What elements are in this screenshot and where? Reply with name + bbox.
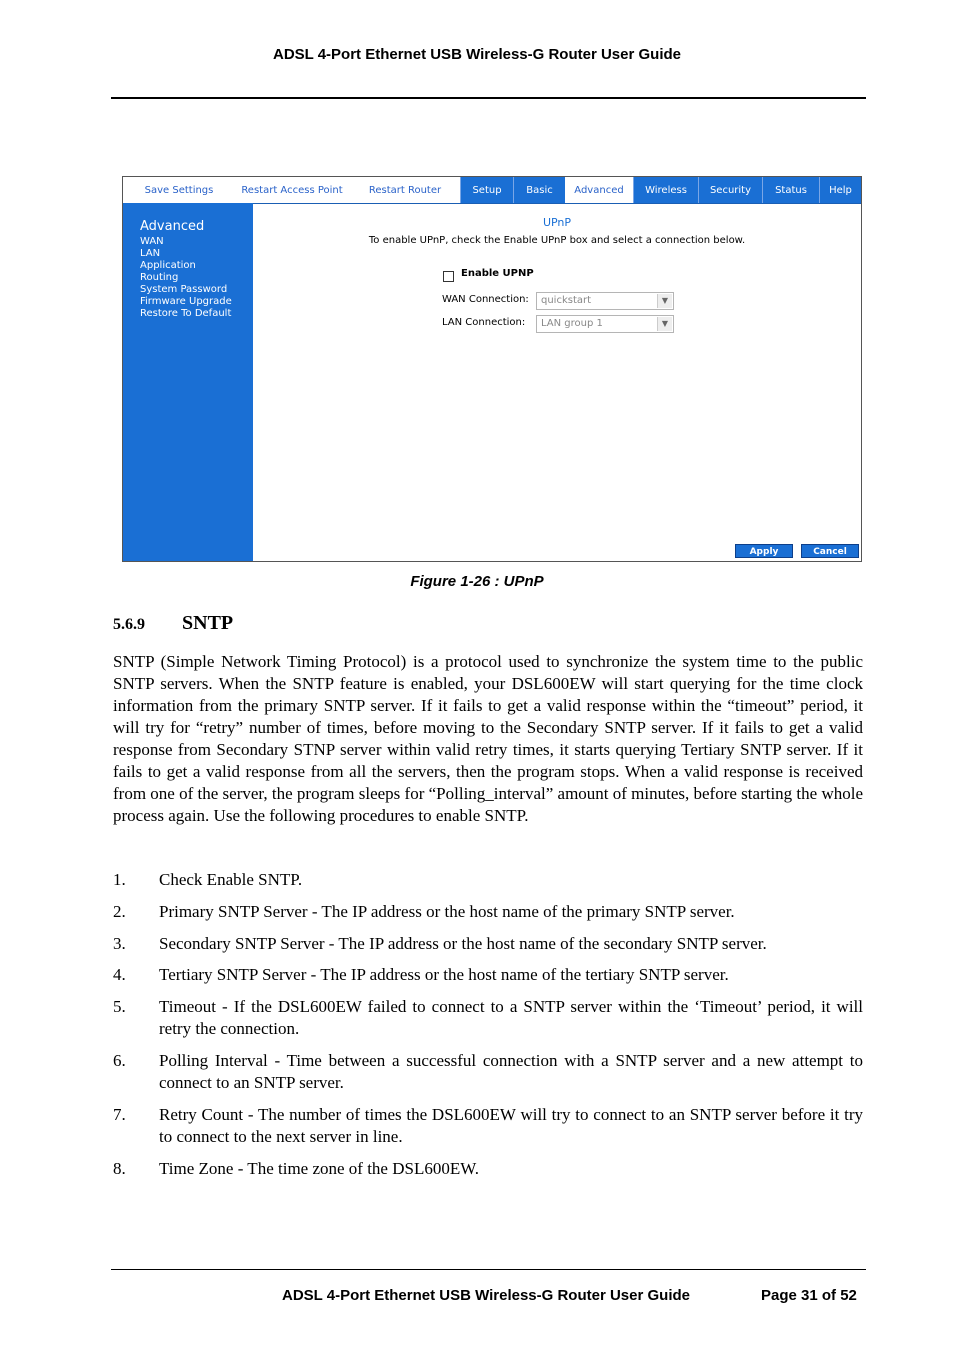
list-item-number: 7. <box>113 1105 126 1124</box>
sidebar-item-routing[interactable]: Routing <box>140 272 179 283</box>
tab-status[interactable]: Status <box>762 177 819 203</box>
list-item-text: Timeout - If the DSL600EW failed to connect to a SNTP server within the ‘Timeout’ period, it will retry the connection. <box>159 997 863 1038</box>
list-item-number: 1. <box>113 870 126 889</box>
top-nav <box>123 177 861 204</box>
list-item-number: 3. <box>113 934 126 953</box>
list-item-text: Check Enable SNTP. <box>159 870 303 889</box>
upnp-screenshot <box>122 176 862 562</box>
nav-restart-router[interactable]: Restart Router <box>355 177 455 203</box>
chevron-down-icon: ▼ <box>657 317 672 331</box>
list-item-text: Tertiary SNTP Server - The IP address or the host name of the tertiary SNTP server. <box>159 965 729 984</box>
enable-upnp-checkbox[interactable] <box>443 271 454 282</box>
wan-connection-label: WAN Connection: <box>442 294 529 305</box>
tab-security[interactable]: Security <box>698 177 762 203</box>
lan-connection-select[interactable] <box>536 315 674 333</box>
main-panel <box>253 203 861 561</box>
header-rule <box>111 97 866 99</box>
chevron-down-icon: ▼ <box>657 294 672 308</box>
list-item-number: 8. <box>113 1159 126 1178</box>
wan-connection-select[interactable] <box>536 292 674 310</box>
lan-connection-label: LAN Connection: <box>442 317 526 328</box>
sntp-paragraph: SNTP (Simple Network Timing Protocol) is a protocol used to synchronize the system time to the public SNTP servers. When the SNTP feature is enabled, your DSL600EW will start querying for the time clock information from the primary SNTP server. If it fails to get a valid response within the “timeout” period, it will try for “retry” number of times, before moving to the Secondary SNTP server. If it fails to get a valid response from Secondary STNP server within valid retry times, it starts querying Tertiary SNTP server. If it fails to get a valid response from all the servers, then the program stops. When a valid response is received from one of the server, the program sleeps for “Polling_interval” amount of minutes, before starting the whole process again. Use the following procedures to enable SNTP. <box>113 652 863 825</box>
footer-title: ADSL 4-Port Ethernet USB Wireless-G Router User Guide <box>282 1287 691 1304</box>
tab-setup[interactable]: Setup <box>460 177 513 203</box>
tab-basic[interactable]: Basic <box>513 177 565 203</box>
list-item-number: 6. <box>113 1051 126 1070</box>
sidebar-item-restore-to-default[interactable]: Restore To Default <box>140 308 232 319</box>
sidebar-item-wan[interactable]: WAN <box>140 236 164 247</box>
list-item-text: Primary SNTP Server - The IP address or the host name of the primary SNTP server. <box>159 902 735 921</box>
sidebar-item-system-password[interactable]: System Password <box>140 284 228 295</box>
enable-upnp-label: Enable UPNP <box>461 268 534 279</box>
list-item-number: 5. <box>113 997 126 1016</box>
upnp-title: UPnP <box>542 216 572 229</box>
list-item-text: Time Zone - The time zone of the DSL600EW. <box>159 1159 479 1178</box>
footer-rule <box>111 1269 866 1270</box>
tab-wireless[interactable]: Wireless <box>633 177 698 203</box>
sidebar-item-lan[interactable]: LAN <box>140 248 161 259</box>
sidebar-item-application[interactable]: Application <box>140 260 196 271</box>
cancel-button[interactable]: Cancel <box>801 544 859 558</box>
tab-advanced[interactable]: Advanced <box>565 177 633 203</box>
page-header-title: ADSL 4-Port Ethernet USB Wireless-G Router User Guide <box>272 46 681 63</box>
wan-connection-value: quickstart <box>541 295 592 306</box>
upnp-description: To enable UPnP, check the Enable UPnP box and select a connection below. <box>368 235 746 246</box>
footer-page-number: Page 31 of 52 <box>761 1287 857 1304</box>
list-item-number: 2. <box>113 902 126 921</box>
sidebar-item-firmware-upgrade[interactable]: Firmware Upgrade <box>140 296 232 307</box>
lan-connection-value: LAN group 1 <box>541 318 603 329</box>
sidebar <box>123 203 253 561</box>
apply-button[interactable]: Apply <box>735 544 793 558</box>
list-item-number: 4. <box>113 965 126 984</box>
figure-caption: Figure 1-26 : UPnP <box>410 573 544 590</box>
nav-save-settings[interactable]: Save Settings <box>129 177 229 203</box>
section-title: SNTP <box>182 612 234 634</box>
list-item-text: Secondary SNTP Server - The IP address or the host name of the secondary SNTP server. <box>159 934 767 953</box>
sidebar-title: Advanced <box>140 219 205 234</box>
list-item-text: Retry Count - The number of times the DSL600EW will try to connect to an SNTP server before it try to connect to the next server in line. <box>159 1105 863 1146</box>
list-item-text: Polling Interval - Time between a successful connection with a SNTP server and a new attempt to connect to an SNTP server. <box>159 1051 863 1092</box>
tab-help[interactable]: Help <box>819 177 861 203</box>
nav-restart-access-point[interactable]: Restart Access Point <box>231 177 353 203</box>
section-number: 5.6.9 <box>113 616 145 633</box>
